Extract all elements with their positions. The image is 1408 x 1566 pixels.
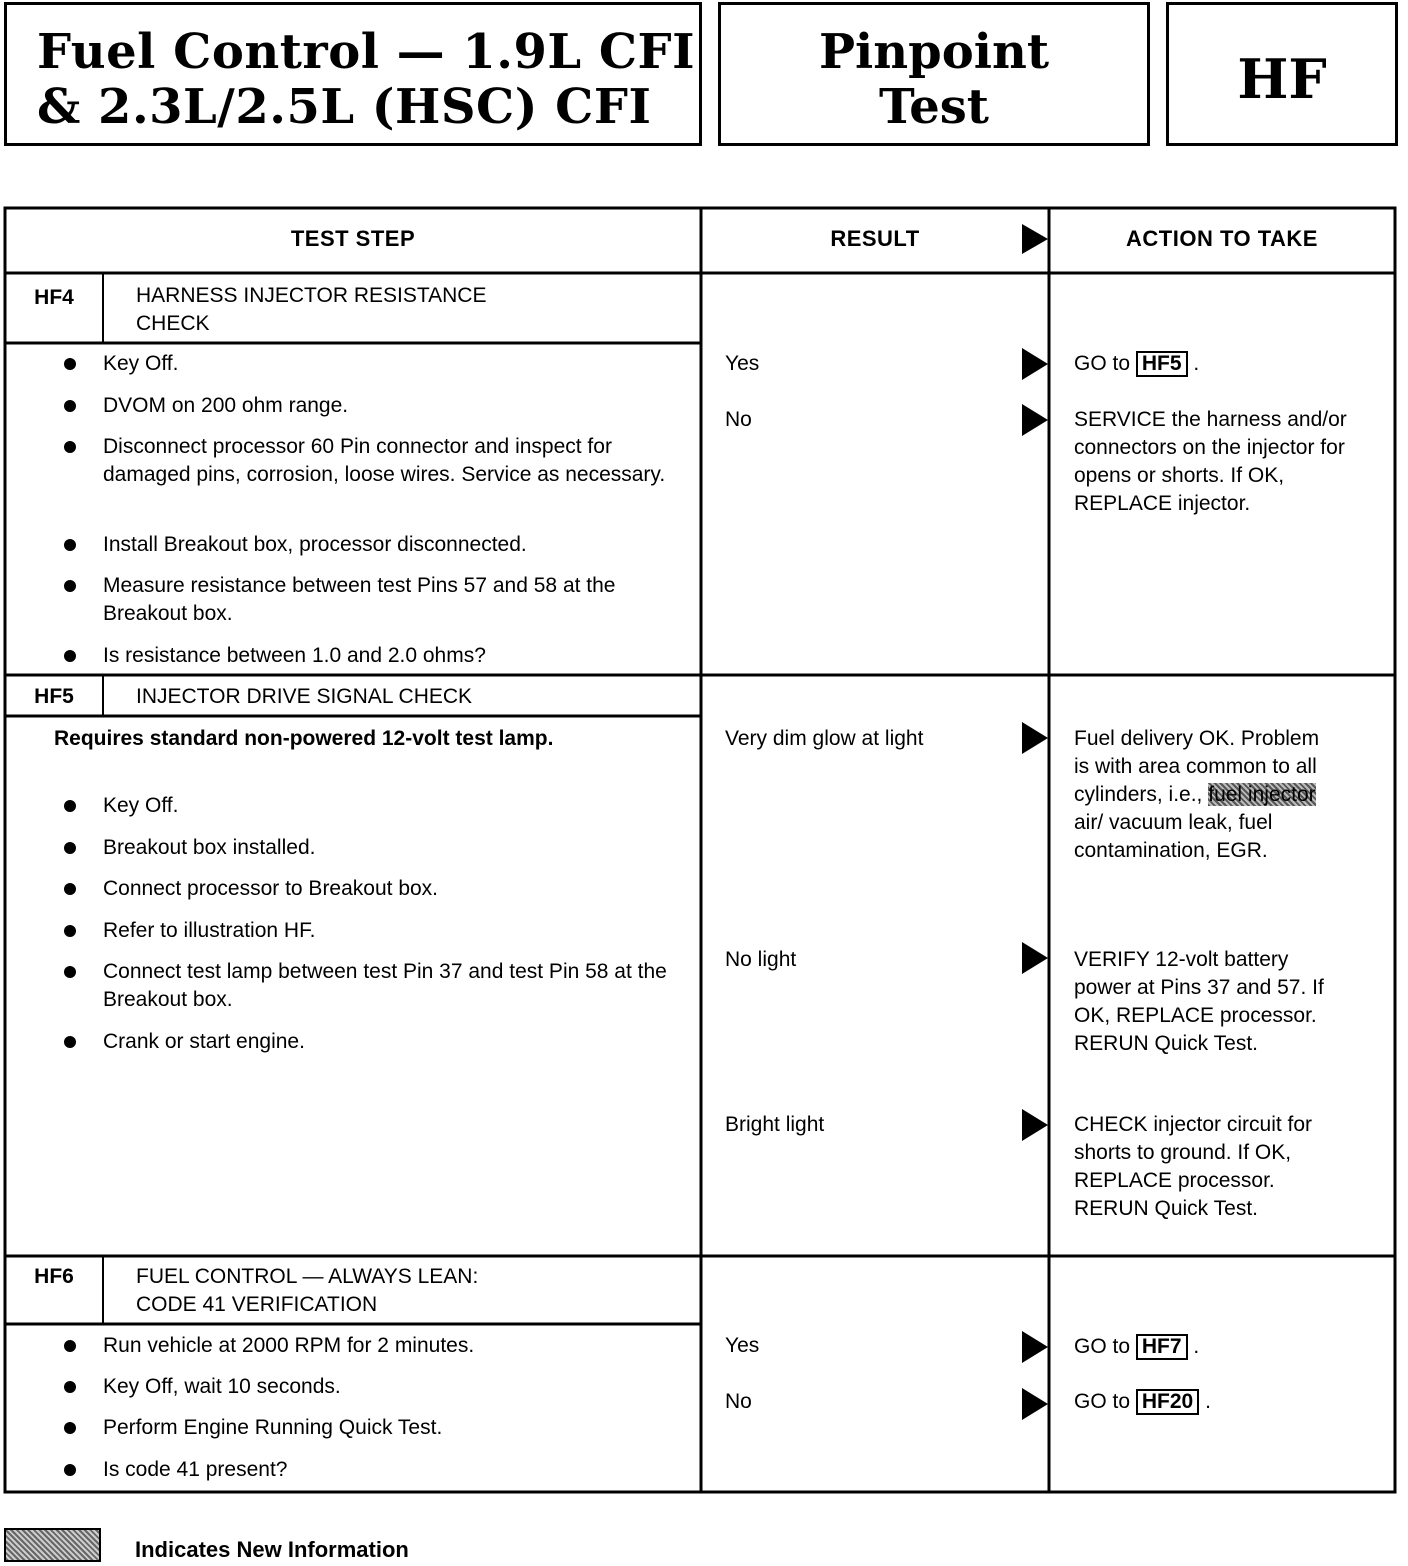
hf6-step-2: Key Off, wait 10 seconds. — [103, 1375, 341, 1398]
bullet-icon — [64, 580, 76, 592]
bullet-icon — [64, 883, 76, 895]
new-info-highlight: fuel injector — [1208, 783, 1316, 806]
hf5-step-4: Refer to illustration HF. — [103, 919, 316, 942]
arrow-icon — [1022, 942, 1048, 974]
new-info-swatch — [4, 1528, 101, 1562]
goto-label: GO to — [1074, 352, 1131, 375]
col-header-test-step: TEST STEP — [290, 226, 416, 251]
hf4-step-4: Install Breakout box, processor disconnected. — [103, 533, 527, 556]
arrow-icon — [1022, 404, 1048, 436]
hf6-action-no — [1074, 1388, 1374, 1416]
hf6-step-1: Run vehicle at 2000 RPM for 2 minutes. — [103, 1334, 475, 1357]
hf5-action-bright: CHECK injector circuit for shorts to ground. If OK, REPLACE processor. RERUN Quick Test. — [1074, 1113, 1313, 1220]
goto-label: GO to — [1074, 1390, 1131, 1413]
bullet-icon — [64, 400, 76, 412]
section-line-1: Pinpoint — [818, 24, 1050, 80]
bullet-icon — [64, 1381, 76, 1393]
arrow-icon — [1022, 1388, 1048, 1420]
legend-text: Indicates New Information — [135, 1537, 409, 1562]
hf4-action-no: SERVICE the harness and/or connectors on the injector for opens or shorts. If OK, REPLACE injector. — [1074, 408, 1347, 515]
bullet-icon — [64, 966, 76, 978]
bullet-icon — [64, 358, 76, 370]
arrow-icon — [1022, 348, 1048, 380]
hf5-action-dim — [1074, 725, 1324, 865]
goto-label: GO to — [1074, 1335, 1131, 1358]
ref-hf7[interactable]: HF7 — [1136, 1334, 1188, 1360]
bullet-icon — [64, 539, 76, 551]
hf4-code: HF4 — [34, 286, 74, 309]
hf4-title-line-1: HARNESS INJECTOR RESISTANCE — [136, 284, 487, 307]
bullet-icon — [64, 925, 76, 937]
hf5-step-3: Connect processor to Breakout box. — [103, 877, 439, 900]
hf6-title — [136, 1263, 478, 1319]
col-header-action: ACTION TO TAKE — [1126, 226, 1318, 251]
hf4-action-yes — [1074, 350, 1374, 378]
hf5-result-dim: Very dim glow at light — [725, 727, 924, 750]
hf4-title-line-2: CHECK — [136, 312, 210, 335]
hf5-result-bright: Bright light — [725, 1113, 825, 1136]
section-label — [721, 25, 1147, 135]
bullet-icon — [64, 1422, 76, 1434]
hf6-result-no: No — [725, 1390, 752, 1413]
hf4-step-6: Is resistance between 1.0 and 2.0 ohms? — [103, 644, 486, 667]
hf4-result-no: No — [725, 408, 752, 431]
period: . — [1205, 1390, 1211, 1413]
hf5-code: HF5 — [34, 685, 74, 708]
hf6-result-yes: Yes — [725, 1334, 760, 1357]
arrow-icon — [1022, 722, 1048, 754]
title-box — [4, 2, 702, 146]
hf5-step-2: Breakout box installed. — [103, 836, 316, 859]
period: . — [1193, 1335, 1200, 1358]
section-line-2: Test — [879, 79, 989, 135]
section-box — [718, 2, 1150, 146]
period: . — [1193, 352, 1200, 375]
title-line-1: Fuel Control — 1.9L CFI — [37, 24, 696, 80]
hf4-title — [136, 282, 486, 338]
title-line-2: & 2.3L/2.5L (HSC) CFI — [37, 79, 652, 135]
ref-hf20[interactable]: HF20 — [1136, 1389, 1199, 1415]
bullet-icon — [64, 800, 76, 812]
bullet-icon — [64, 842, 76, 854]
hf5-step-1: Key Off. — [103, 794, 179, 817]
hf4-result-yes: Yes — [725, 352, 760, 375]
hf5-step-5: Connect test lamp between test Pin 37 and test Pin 58 at the Breakout box. — [103, 960, 667, 1011]
hf6-step-4: Is code 41 present? — [103, 1458, 288, 1481]
hf5-result-no-light: No light — [725, 948, 797, 971]
bullet-icon — [64, 441, 76, 453]
hf4-step-5: Measure resistance between test Pins 57 and 58 at the Breakout box. — [103, 574, 616, 625]
hf6-step-3: Perform Engine Running Quick Test. — [103, 1416, 443, 1439]
hf5-title: INJECTOR DRIVE SIGNAL CHECK — [136, 685, 473, 708]
hf5-action-no-light: VERIFY 12-volt battery power at Pins 37 and 57. If OK, REPLACE processor. RERUN Quick Test. — [1074, 948, 1324, 1055]
section-code: HF — [1237, 47, 1327, 111]
ref-hf5[interactable]: HF5 — [1136, 351, 1188, 377]
bullet-icon — [64, 1036, 76, 1048]
hf6-code: HF6 — [34, 1265, 74, 1288]
bullet-icon — [64, 1340, 76, 1352]
page-title — [37, 25, 695, 135]
hf4-step-1: Key Off. — [103, 352, 179, 375]
bullet-icon — [64, 650, 76, 662]
hf4-step-3: Disconnect processor 60 Pin connector and inspect for damaged pins, corrosion, loose wires. Service as necessary. — [103, 435, 666, 486]
col-header-result: RESULT — [830, 226, 920, 251]
hf5-action-dim-text-2: air/ vacuum leak, fuel contamination, EGR. — [1074, 811, 1273, 862]
code-box — [1166, 2, 1398, 146]
hf6-title-line-1: FUEL CONTROL — ALWAYS LEAN: — [136, 1265, 479, 1288]
hf6-action-yes — [1074, 1333, 1374, 1361]
hf5-action-dim-text: Fuel delivery OK. Problem is with area common to all cylinders, i.e., — [1074, 727, 1320, 806]
arrow-icon — [1022, 1331, 1048, 1363]
hf5-step-6: Crank or start engine. — [103, 1030, 305, 1053]
bullet-icon — [64, 1464, 76, 1476]
hf4-step-2: DVOM on 200 ohm range. — [103, 394, 349, 417]
hf5-note: Requires standard non-powered 12-volt test lamp. — [54, 727, 554, 750]
hf6-title-line-2: CODE 41 VERIFICATION — [136, 1293, 378, 1316]
arrow-icon — [1022, 1109, 1048, 1141]
